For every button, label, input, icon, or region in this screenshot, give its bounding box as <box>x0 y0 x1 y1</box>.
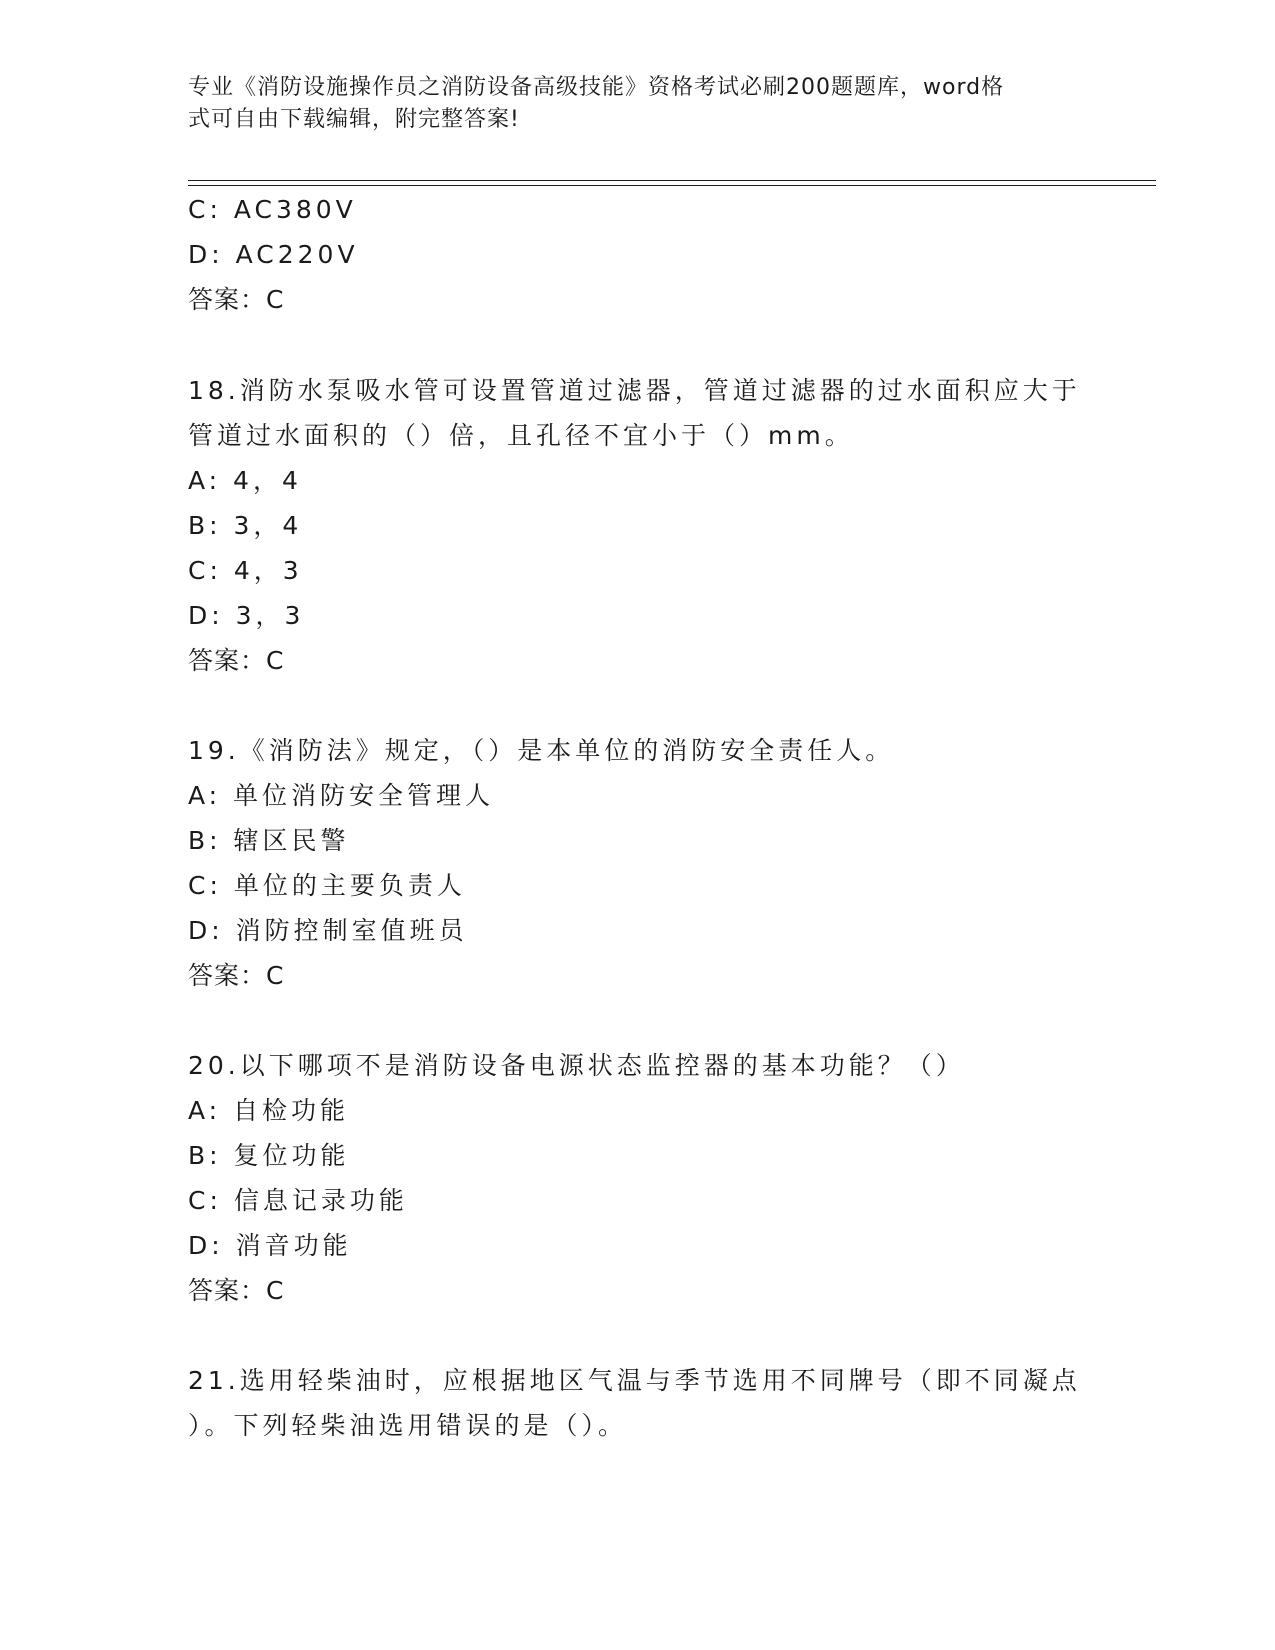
q20-stem: 20.以下哪项不是消防设备电源状态监控器的基本功能？（） <box>188 1051 965 1080</box>
q20-option-a: A: 自检功能 <box>188 1096 350 1125</box>
header-divider-bottom <box>188 185 1156 186</box>
q18-option-c: C: 4，3 <box>188 556 303 585</box>
q19-stem: 19.《消防法》规定，（）是本单位的消防安全责任人。 <box>188 736 895 765</box>
q19-option-c: C: 单位的主要负责人 <box>188 871 466 900</box>
q17-answer: 答案：C <box>188 285 285 314</box>
q18-answer: 答案：C <box>188 646 285 675</box>
q19-option-a: A: 单位消防安全管理人 <box>188 781 495 810</box>
q18-option-d: D: 3，3 <box>188 601 305 630</box>
q21-stem-line-2: ）。下列轻柴油选用错误的是（）。 <box>188 1411 628 1440</box>
header-divider-top <box>188 180 1156 181</box>
q20-option-c: C: 信息记录功能 <box>188 1186 408 1215</box>
q21-stem-line-1: 21.选用轻柴油时，应根据地区气温与季节选用不同牌号（即不同凝点 <box>188 1366 1081 1395</box>
header-line-1: 专业《消防设施操作员之消防设备高级技能》资格考试必刷200题题库，word格 <box>188 75 1005 100</box>
q20-answer: 答案：C <box>188 1276 285 1305</box>
q18-stem-line-1: 18.消防水泵吸水管可设置管道过滤器，管道过滤器的过水面积应大于 <box>188 376 1081 405</box>
q18-option-a: A: 4，4 <box>188 466 302 495</box>
q20-option-b: B: 复位功能 <box>188 1141 350 1170</box>
q19-option-b: B: 辖区民警 <box>188 826 350 855</box>
q17-option-c: C: AC380V <box>188 195 357 224</box>
q19-option-d: D: 消防控制室值班员 <box>188 916 468 945</box>
q18-option-b: B: 3，4 <box>188 511 303 540</box>
q19-answer: 答案：C <box>188 961 285 990</box>
q17-option-d: D: AC220V <box>188 240 359 269</box>
document-header <box>188 72 1078 136</box>
q20-option-d: D: 消音功能 <box>188 1231 352 1260</box>
header-line-2: 式可自由下载编辑，附完整答案! <box>188 107 520 132</box>
q18-stem-line-2: 管道过水面积的（）倍，且孔径不宜小于（）mm。 <box>188 421 854 450</box>
